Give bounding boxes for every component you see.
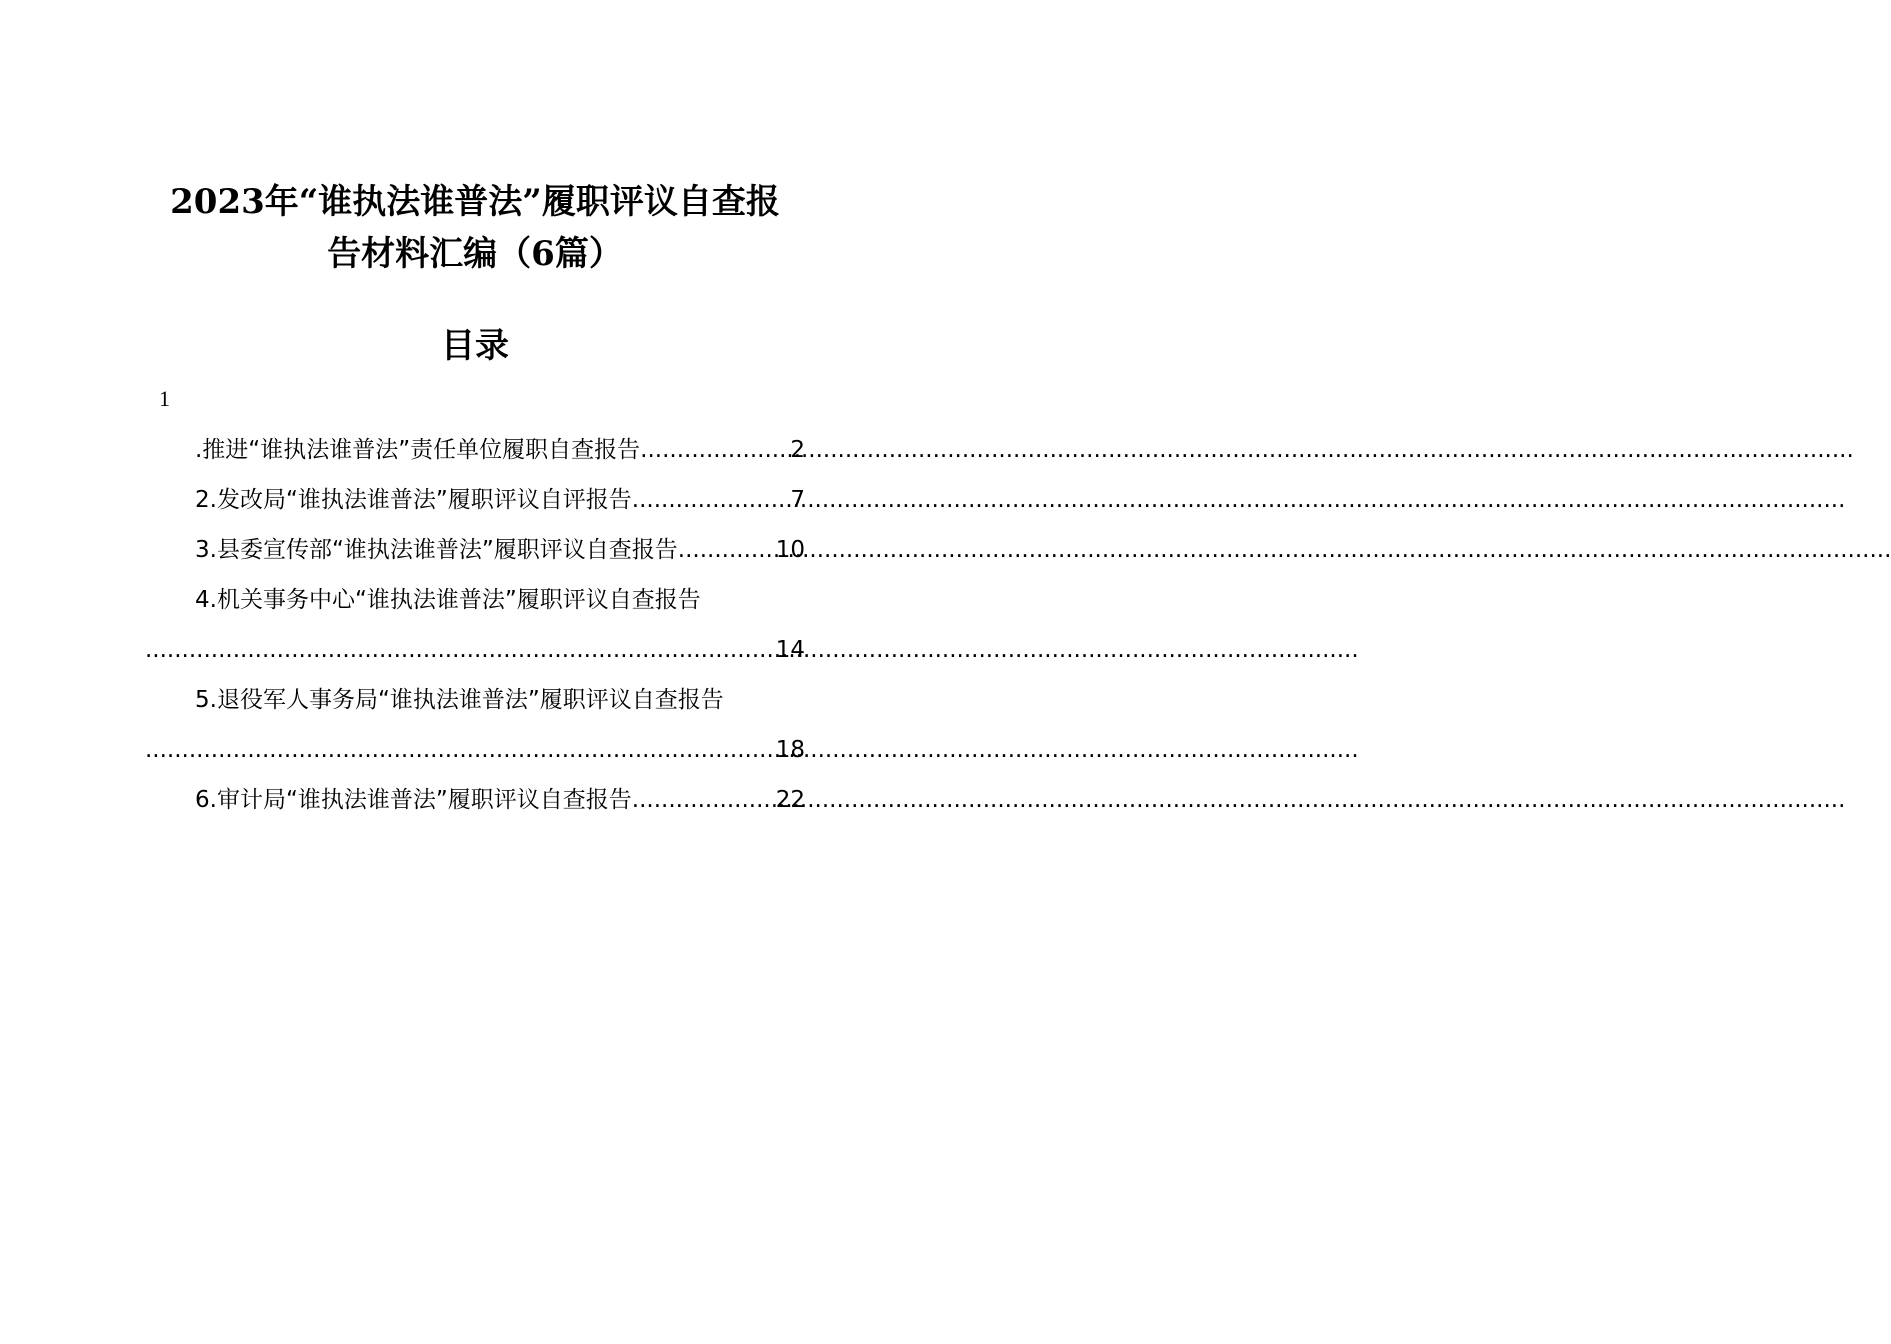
toc-dot-leader [632, 475, 791, 525]
toc-entry-6[interactable] [145, 775, 805, 825]
toc-entry-text: 3.县委宣传部“谁执法谁普法”履职评议自查报告 [195, 537, 678, 563]
document-title-line-1: 2023年“谁执法谁普法”履职评议自查报 [170, 182, 780, 222]
toc-page-number: 14 [775, 637, 805, 663]
toc-dot-leader [632, 775, 776, 825]
toc-page-number: 2 [790, 437, 805, 463]
toc-entry-text: .推进“谁执法谁普法”责任单位履职自查报告 [195, 437, 641, 463]
toc-entry-continuation [145, 725, 805, 775]
toc-entry-continuation [145, 625, 805, 675]
toc-page-number: 22 [775, 787, 805, 813]
toc-page-number: 7 [790, 487, 805, 513]
toc-entry-5[interactable] [145, 675, 805, 775]
table-of-contents [145, 425, 805, 825]
toc-entry-1[interactable] [145, 425, 805, 475]
toc-entry-text: 4.机关事务中心“谁执法谁普法”履职评议自查报告 [195, 587, 701, 613]
toc-dot-leader [640, 425, 790, 475]
toc-entry-text: 2.发改局“谁执法谁普法”履职评议自评报告 [195, 487, 632, 513]
document-title [0, 176, 950, 280]
toc-page-number: 10 [775, 537, 805, 563]
toc-entry-2[interactable] [145, 475, 805, 525]
document-title-line-2: 告材料汇编（6篇） [327, 234, 623, 274]
toc-dot-leader [678, 525, 776, 575]
toc-heading: 目录 [441, 326, 509, 366]
toc-dot-leader [145, 725, 776, 775]
toc-entry-text: 6.审计局“谁执法谁普法”履职评议自查报告 [195, 787, 632, 813]
toc-entry-3[interactable] [145, 525, 805, 575]
toc-dot-leader [145, 625, 776, 675]
toc-page-number: 18 [775, 737, 805, 763]
toc-entry-text: 5.退役军人事务局“谁执法谁普法”履职评议自查报告 [195, 687, 724, 713]
toc-entry-4[interactable] [145, 575, 805, 675]
stray-list-number: 1 [159, 386, 170, 411]
